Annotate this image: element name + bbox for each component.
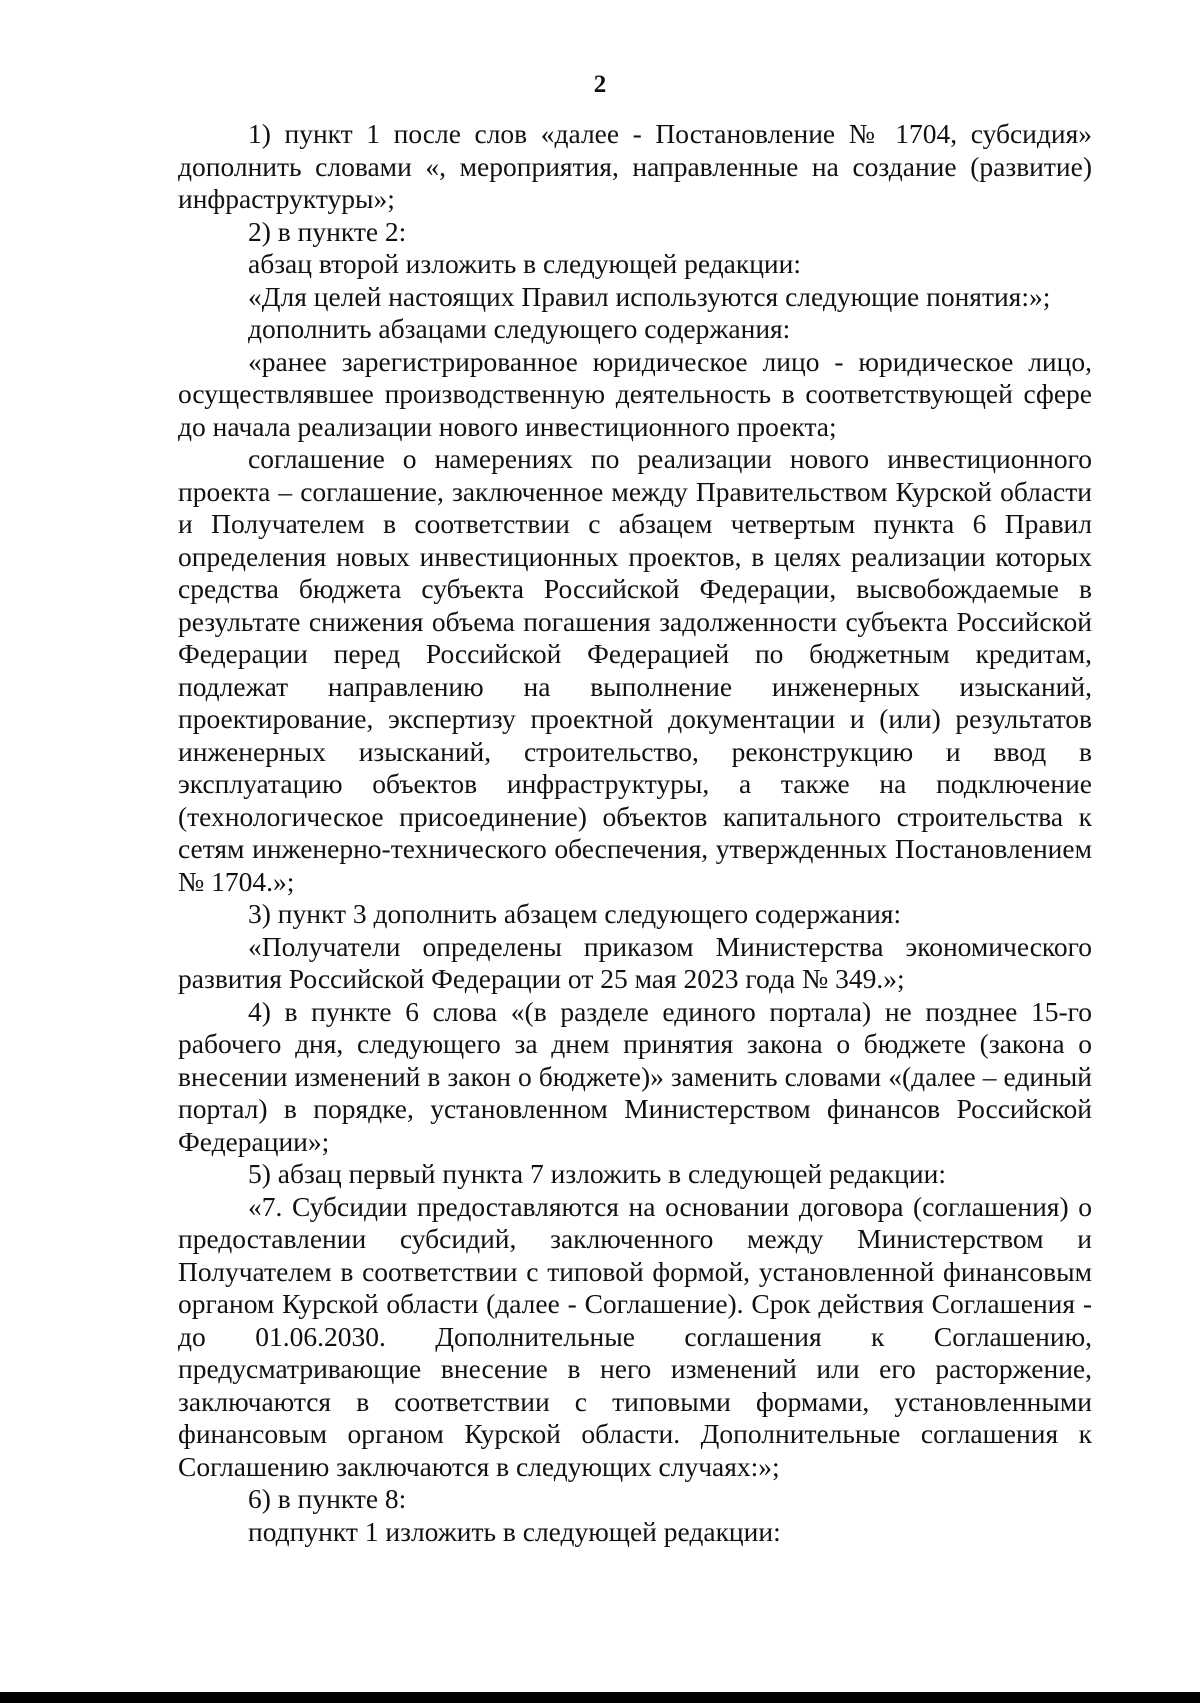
paragraph: 1) пункт 1 после слов «далее - Постановление № 1704, субсидия» дополнить словами «, мероприятия, направленные на создание (развитие) инфраструктуры»; — [178, 118, 1092, 214]
paragraph: «Получатели определены приказом Министерства экономического развития Российской Федерации от 25 мая 2023 года № 349.»; — [178, 930, 1092, 994]
paragraph: 5) абзац первый пункта 7 изложить в следующей редакции: — [248, 1158, 946, 1189]
paragraph: соглашение о намерениях по реализации нового инвестиционного проекта – соглашение, заключенное между Правительством Курской области и Получателем в соответствии с абзацем четвертым пункта 6 Правил определения новых инвестиционных проектов, в целях реализации которых средства бюджета субъекта Российской Федерации, высвобождаемые в результате снижения объема погашения задолженности субъекта Российской Федерации перед Российской Федерацией по бюджетным кредитам, подлежат направлению на выполнение инженерных изысканий, проектирование, экспертизу проектной документации и (или) результатов инженерных изысканий, строительство, реконструкцию и ввод в эксплуатацию объектов инфраструктуры, а также на подключение (технологическое присоединение) объектов капитального строительства к сетям инженерно-технического обеспечения, утвержденных Постановлением № 1704.»; — [178, 443, 1092, 897]
paragraph: 2) в пункте 2: — [248, 215, 407, 247]
paragraph: «ранее зарегистрированное юридическое лицо - юридическое лицо, осуществлявшее производственную деятельность в соответствующей сфере до начала реализации нового инвестиционного проекта; — [178, 345, 1092, 442]
paragraph: «Для целей настоящих Правил используются следующие понятия:»; — [248, 280, 1051, 312]
scan-edge-bar — [0, 1692, 1200, 1703]
paragraph: 3) пункт 3 дополнить абзацем следующего содержания: — [248, 898, 902, 929]
paragraph: подпункт 1 изложить в следующей редакции: — [248, 1515, 781, 1547]
page-number: 2 — [593, 71, 607, 98]
paragraph: «7. Субсидии предоставляются на основании договора (соглашения) о предоставлении субсидий, заключенного между Министерством и Получателем в соответствии с типовой формой, установленной финансовым органом Курской области (далее - Соглашение). Срок действия Соглашения - до 01.06.2030. Дополнительные соглашения к Соглашению, предусматривающие внесение в него изменений или его расторжение, заключаются в соответствии с типовыми формами, установленными финансовым органом Курской области. Дополнительные соглашения к Соглашению заключаются в следующих случаях:»; — [178, 1190, 1092, 1482]
paragraph: дополнить абзацами следующего содержания: — [248, 313, 791, 344]
paragraph: 4) в пункте 6 слова «(в разделе единого портала) не позднее 15-го рабочего дня, следующего за днем принятия закона о бюджете (закона о внесении изменений в закон о бюджете)» заменить словами «(далее – единый портал) в порядке, установленном Министерством финансов Российской Федерации»; — [178, 995, 1092, 1157]
document-body — [178, 118, 1092, 1548]
paragraph: абзац второй изложить в следующей редакции: — [248, 248, 802, 279]
paragraph: 6) в пункте 8: — [248, 1483, 407, 1514]
